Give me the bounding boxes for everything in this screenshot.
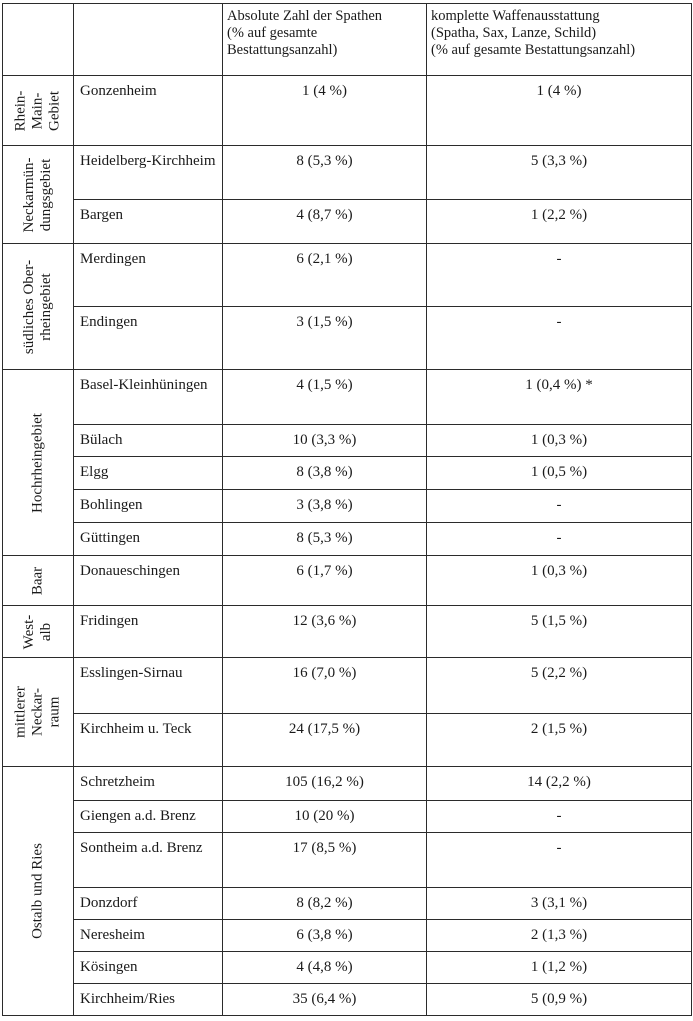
region-label: mittlerer Neckar- raum bbox=[12, 686, 63, 738]
table-row bbox=[3, 606, 692, 658]
header-waffen-line: (Spatha, Sax, Lanze, Schild) bbox=[431, 25, 597, 41]
place-cell: Kösingen bbox=[74, 952, 223, 984]
place-cell: Elgg bbox=[74, 457, 223, 490]
table-row bbox=[3, 307, 692, 370]
spathen-cell: 3 (3,8 %) bbox=[223, 490, 427, 523]
spathen-cell: 4 (8,7 %) bbox=[223, 200, 427, 244]
place-cell: Donaueschingen bbox=[74, 556, 223, 606]
header-spathen-line: Bestattungsanzahl) bbox=[227, 42, 338, 58]
table-row bbox=[3, 146, 692, 200]
header-corner-blank bbox=[3, 4, 74, 76]
table-row bbox=[3, 523, 692, 556]
table-row bbox=[3, 457, 692, 490]
spathen-cell: 8 (8,2 %) bbox=[223, 888, 427, 920]
header-spathen bbox=[223, 4, 427, 76]
place-cell: Endingen bbox=[74, 307, 223, 370]
region-cell bbox=[3, 556, 74, 606]
region-cell bbox=[3, 146, 74, 244]
spathen-cell: 6 (1,7 %) bbox=[223, 556, 427, 606]
spathen-cell: 12 (3,6 %) bbox=[223, 606, 427, 658]
spathen-cell: 4 (4,8 %) bbox=[223, 952, 427, 984]
region-label: Hochrheingebiet bbox=[29, 412, 46, 513]
waffen-cell: 1 (1,2 %) bbox=[427, 952, 692, 984]
waffen-cell: 1 (0,4 %) * bbox=[427, 370, 692, 425]
region-label: Ostalb und Ries bbox=[29, 843, 46, 939]
header-waffen-line: (% auf gesamte Bestattungsanzahl) bbox=[431, 42, 636, 58]
region-cell bbox=[3, 244, 74, 370]
place-cell: Gonzenheim bbox=[74, 76, 223, 146]
spathen-cell: 6 (3,8 %) bbox=[223, 920, 427, 952]
waffen-cell: - bbox=[427, 523, 692, 556]
header-waffen bbox=[427, 4, 692, 76]
waffen-cell: 5 (1,5 %) bbox=[427, 606, 692, 658]
place-cell: Basel-Kleinhüningen bbox=[74, 370, 223, 425]
spathen-cell: 8 (5,3 %) bbox=[223, 146, 427, 200]
header-spathen-line: (% auf gesamte bbox=[227, 25, 318, 41]
region-label: südliches Ober- rheingebiet bbox=[21, 259, 54, 354]
spathen-cell: 6 (2,1 %) bbox=[223, 244, 427, 307]
spathen-cell: 17 (8,5 %) bbox=[223, 833, 427, 888]
spathen-cell: 10 (3,3 %) bbox=[223, 425, 427, 457]
header-waffen-line: komplette Waffenausstattung bbox=[431, 8, 600, 24]
place-cell: Bülach bbox=[74, 425, 223, 457]
table-row bbox=[3, 952, 692, 984]
table-row bbox=[3, 801, 692, 833]
place-cell: Kirchheim u. Teck bbox=[74, 714, 223, 767]
spathen-cell: 8 (3,8 %) bbox=[223, 457, 427, 490]
place-cell: Merdingen bbox=[74, 244, 223, 307]
place-cell: Giengen a.d. Brenz bbox=[74, 801, 223, 833]
waffen-cell: 1 (0,3 %) bbox=[427, 425, 692, 457]
waffen-cell: - bbox=[427, 244, 692, 307]
waffen-cell: - bbox=[427, 490, 692, 523]
header-row bbox=[3, 4, 692, 76]
spathen-cell: 1 (4 %) bbox=[223, 76, 427, 146]
waffen-cell: 5 (2,2 %) bbox=[427, 658, 692, 714]
spathen-cell: 3 (1,5 %) bbox=[223, 307, 427, 370]
place-cell: Kirchheim/Ries bbox=[74, 984, 223, 1016]
table-row bbox=[3, 244, 692, 307]
table-row bbox=[3, 658, 692, 714]
spathen-cell: 105 (16,2 %) bbox=[223, 767, 427, 801]
waffen-cell: - bbox=[427, 833, 692, 888]
table-row bbox=[3, 425, 692, 457]
table-row bbox=[3, 714, 692, 767]
region-label: Neckarmün- dungsgebiet bbox=[21, 157, 54, 232]
table-row bbox=[3, 888, 692, 920]
table-row bbox=[3, 76, 692, 146]
table-row bbox=[3, 200, 692, 244]
waffen-cell: - bbox=[427, 307, 692, 370]
spathen-cell: 24 (17,5 %) bbox=[223, 714, 427, 767]
place-cell: Schretzheim bbox=[74, 767, 223, 801]
place-cell: Güttingen bbox=[74, 523, 223, 556]
waffen-cell: 1 (0,5 %) bbox=[427, 457, 692, 490]
region-label: Baar bbox=[29, 566, 46, 595]
waffen-cell: 3 (3,1 %) bbox=[427, 888, 692, 920]
place-cell: Bargen bbox=[74, 200, 223, 244]
region-cell bbox=[3, 370, 74, 556]
waffen-cell: 1 (0,3 %) bbox=[427, 556, 692, 606]
waffen-cell: 2 (1,5 %) bbox=[427, 714, 692, 767]
waffen-cell: 1 (2,2 %) bbox=[427, 200, 692, 244]
region-label: West- alb bbox=[21, 614, 54, 649]
spathen-cell: 35 (6,4 %) bbox=[223, 984, 427, 1016]
place-cell: Neresheim bbox=[74, 920, 223, 952]
waffen-cell: 2 (1,3 %) bbox=[427, 920, 692, 952]
waffen-cell: 1 (4 %) bbox=[427, 76, 692, 146]
table-row bbox=[3, 920, 692, 952]
region-label: Rhein- Main- Gebiet bbox=[12, 90, 63, 131]
table-row bbox=[3, 833, 692, 888]
spathen-cell: 8 (5,3 %) bbox=[223, 523, 427, 556]
region-cell bbox=[3, 767, 74, 1016]
place-cell: Fridingen bbox=[74, 606, 223, 658]
place-cell: Esslingen-Sirnau bbox=[74, 658, 223, 714]
table-row bbox=[3, 370, 692, 425]
waffen-cell: 5 (0,9 %) bbox=[427, 984, 692, 1016]
header-place-blank bbox=[74, 4, 223, 76]
table-row bbox=[3, 556, 692, 606]
place-cell: Bohlingen bbox=[74, 490, 223, 523]
place-cell: Donzdorf bbox=[74, 888, 223, 920]
waffen-cell: - bbox=[427, 801, 692, 833]
spathen-cell: 4 (1,5 %) bbox=[223, 370, 427, 425]
waffen-cell: 14 (2,2 %) bbox=[427, 767, 692, 801]
place-cell: Heidelberg-Kirchheim bbox=[74, 146, 223, 200]
data-table bbox=[2, 3, 692, 1016]
waffen-cell: 5 (3,3 %) bbox=[427, 146, 692, 200]
region-cell bbox=[3, 76, 74, 146]
spathen-cell: 16 (7,0 %) bbox=[223, 658, 427, 714]
table-row bbox=[3, 490, 692, 523]
place-cell: Sontheim a.d. Brenz bbox=[74, 833, 223, 888]
region-cell bbox=[3, 658, 74, 767]
header-spathen-line: Absolute Zahl der Spathen bbox=[227, 8, 383, 24]
table-row bbox=[3, 984, 692, 1016]
spathen-cell: 10 (20 %) bbox=[223, 801, 427, 833]
region-cell bbox=[3, 606, 74, 658]
table-row bbox=[3, 767, 692, 801]
